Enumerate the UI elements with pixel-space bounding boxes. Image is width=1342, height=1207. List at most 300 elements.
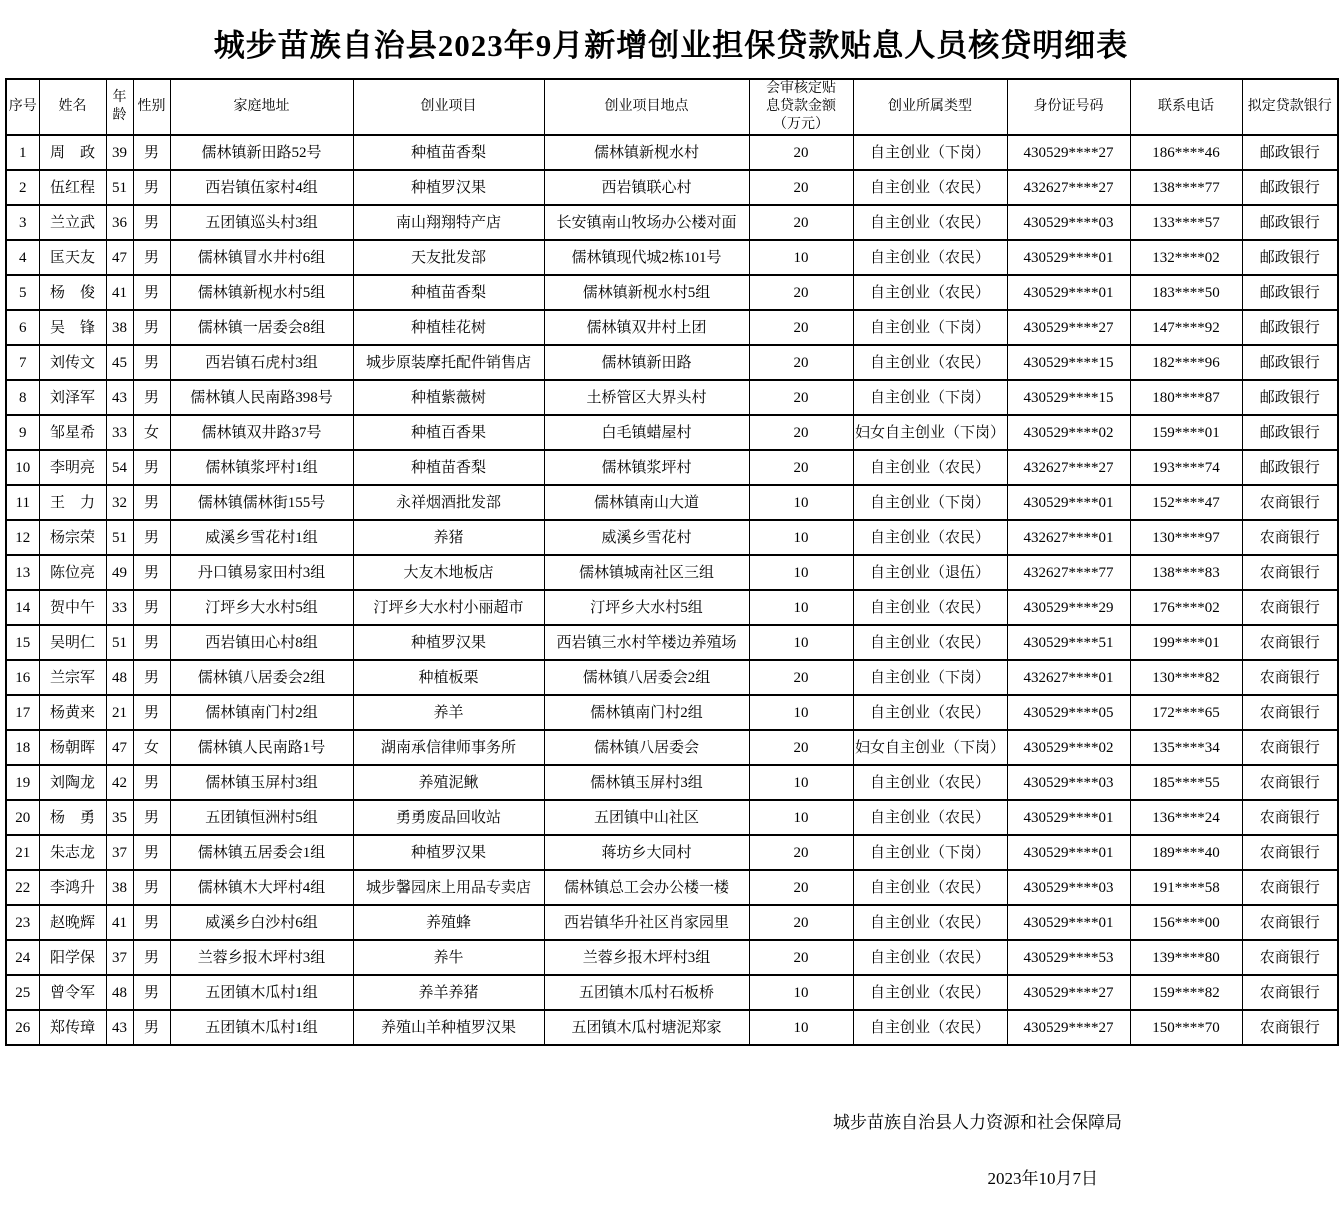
cell-phone: 182****96 xyxy=(1130,345,1242,380)
cell-phone: 139****80 xyxy=(1130,940,1242,975)
cell-business-type: 妇女自主创业（下岗） xyxy=(853,415,1007,450)
cell-address: 儒林镇玉屏村3组 xyxy=(170,765,353,800)
cell-gender: 男 xyxy=(133,485,170,520)
cell-age: 33 xyxy=(106,590,133,625)
cell-loan-amount: 20 xyxy=(749,275,853,310)
cell-phone: 191****58 xyxy=(1130,870,1242,905)
cell-phone: 136****24 xyxy=(1130,800,1242,835)
table-row xyxy=(6,975,1338,1010)
cell-name: 兰立武 xyxy=(39,205,106,240)
cell-age: 41 xyxy=(106,905,133,940)
cell-name: 杨 俊 xyxy=(39,275,106,310)
cell-id-number: 430529****01 xyxy=(1007,485,1130,520)
cell-loan-amount: 20 xyxy=(749,135,853,170)
col-header-phone: 联系电话 xyxy=(1130,79,1242,135)
cell-index: 23 xyxy=(6,905,39,940)
col-header-project: 创业项目 xyxy=(353,79,544,135)
cell-address: 儒林镇一居委会8组 xyxy=(170,310,353,345)
table-row xyxy=(6,695,1338,730)
col-header-index: 序号 xyxy=(6,79,39,135)
cell-loan-amount: 20 xyxy=(749,870,853,905)
cell-project-location: 儒林镇南门村2组 xyxy=(544,695,749,730)
cell-gender: 男 xyxy=(133,870,170,905)
cell-project: 天友批发部 xyxy=(353,240,544,275)
cell-project: 种植罗汉果 xyxy=(353,625,544,660)
cell-id-number: 430529****15 xyxy=(1007,380,1130,415)
cell-age: 47 xyxy=(106,240,133,275)
cell-gender: 男 xyxy=(133,380,170,415)
cell-id-number: 430529****02 xyxy=(1007,730,1130,765)
cell-business-type: 自主创业（农民） xyxy=(853,520,1007,555)
cell-name: 周 政 xyxy=(39,135,106,170)
cell-business-type: 自主创业（农民） xyxy=(853,940,1007,975)
table-row xyxy=(6,940,1338,975)
cell-project-location: 西岩镇华升社区肖家园里 xyxy=(544,905,749,940)
cell-age: 41 xyxy=(106,275,133,310)
cell-phone: 159****01 xyxy=(1130,415,1242,450)
cell-bank: 农商银行 xyxy=(1242,765,1338,800)
cell-bank: 邮政银行 xyxy=(1242,275,1338,310)
cell-phone: 138****77 xyxy=(1130,170,1242,205)
cell-gender: 男 xyxy=(133,835,170,870)
cell-phone: 159****82 xyxy=(1130,975,1242,1010)
cell-phone: 130****82 xyxy=(1130,660,1242,695)
cell-gender: 男 xyxy=(133,450,170,485)
cell-index: 12 xyxy=(6,520,39,555)
cell-phone: 130****97 xyxy=(1130,520,1242,555)
table-row xyxy=(6,555,1338,590)
cell-project: 养猪 xyxy=(353,520,544,555)
cell-bank: 农商银行 xyxy=(1242,800,1338,835)
cell-address: 五团镇木瓜村1组 xyxy=(170,1010,353,1045)
cell-address: 五团镇巡头村3组 xyxy=(170,205,353,240)
cell-bank: 农商银行 xyxy=(1242,695,1338,730)
cell-age: 37 xyxy=(106,835,133,870)
cell-age: 48 xyxy=(106,660,133,695)
cell-index: 24 xyxy=(6,940,39,975)
cell-project: 种植苗香梨 xyxy=(353,135,544,170)
col-header-loan-amount: 会审核定贴息贷款金额（万元） xyxy=(749,79,853,135)
table-row xyxy=(6,170,1338,205)
cell-gender: 男 xyxy=(133,135,170,170)
cell-bank: 农商银行 xyxy=(1242,590,1338,625)
cell-project-location: 儒林镇南山大道 xyxy=(544,485,749,520)
cell-project: 汀坪乡大水村小丽超市 xyxy=(353,590,544,625)
cell-loan-amount: 20 xyxy=(749,205,853,240)
col-header-bank: 拟定贷款银行 xyxy=(1242,79,1338,135)
cell-name: 赵晚辉 xyxy=(39,905,106,940)
loan-detail-table xyxy=(5,78,1339,1046)
cell-index: 5 xyxy=(6,275,39,310)
cell-id-number: 430529****01 xyxy=(1007,800,1130,835)
table-row xyxy=(6,590,1338,625)
cell-loan-amount: 20 xyxy=(749,450,853,485)
cell-age: 39 xyxy=(106,135,133,170)
cell-project-location: 兰蓉乡报木坪村3组 xyxy=(544,940,749,975)
cell-bank: 邮政银行 xyxy=(1242,310,1338,345)
cell-loan-amount: 10 xyxy=(749,625,853,660)
cell-address: 丹口镇易家田村3组 xyxy=(170,555,353,590)
cell-loan-amount: 20 xyxy=(749,310,853,345)
cell-loan-amount: 10 xyxy=(749,555,853,590)
table-row xyxy=(6,870,1338,905)
cell-name: 阳学保 xyxy=(39,940,106,975)
cell-index: 25 xyxy=(6,975,39,1010)
cell-loan-amount: 10 xyxy=(749,800,853,835)
table-row xyxy=(6,800,1338,835)
cell-name: 朱志龙 xyxy=(39,835,106,870)
cell-gender: 男 xyxy=(133,695,170,730)
cell-age: 43 xyxy=(106,1010,133,1045)
cell-id-number: 430529****01 xyxy=(1007,835,1130,870)
footer xyxy=(0,1110,1342,1192)
cell-gender: 男 xyxy=(133,905,170,940)
table-row xyxy=(6,520,1338,555)
cell-name: 刘传文 xyxy=(39,345,106,380)
cell-project-location: 儒林镇总工会办公楼一楼 xyxy=(544,870,749,905)
cell-phone: 183****50 xyxy=(1130,275,1242,310)
cell-business-type: 自主创业（农民） xyxy=(853,765,1007,800)
cell-gender: 男 xyxy=(133,275,170,310)
cell-address: 儒林镇人民南路398号 xyxy=(170,380,353,415)
cell-id-number: 430529****03 xyxy=(1007,765,1130,800)
cell-id-number: 430529****03 xyxy=(1007,870,1130,905)
cell-phone: 185****55 xyxy=(1130,765,1242,800)
cell-index: 11 xyxy=(6,485,39,520)
cell-project-location: 儒林镇八居委会 xyxy=(544,730,749,765)
cell-address: 儒林镇五居委会1组 xyxy=(170,835,353,870)
cell-project: 养殖蜂 xyxy=(353,905,544,940)
table-row xyxy=(6,205,1338,240)
cell-name: 伍红程 xyxy=(39,170,106,205)
cell-phone: 147****92 xyxy=(1130,310,1242,345)
cell-loan-amount: 10 xyxy=(749,590,853,625)
cell-bank: 农商银行 xyxy=(1242,625,1338,660)
cell-business-type: 自主创业（农民） xyxy=(853,1010,1007,1045)
cell-gender: 男 xyxy=(133,765,170,800)
cell-bank: 农商银行 xyxy=(1242,940,1338,975)
table-header-row xyxy=(6,79,1338,135)
cell-project: 城步馨园床上用品专卖店 xyxy=(353,870,544,905)
cell-loan-amount: 10 xyxy=(749,520,853,555)
cell-name: 吴明仁 xyxy=(39,625,106,660)
cell-phone: 189****40 xyxy=(1130,835,1242,870)
table-row xyxy=(6,765,1338,800)
cell-bank: 邮政银行 xyxy=(1242,170,1338,205)
cell-project: 南山翔翔特产店 xyxy=(353,205,544,240)
cell-project: 种植板栗 xyxy=(353,660,544,695)
cell-index: 3 xyxy=(6,205,39,240)
cell-name: 刘泽军 xyxy=(39,380,106,415)
cell-business-type: 自主创业（农民） xyxy=(853,275,1007,310)
page-title: 城步苗族自治县2023年9月新增创业担保贷款贴息人员核贷明细表 xyxy=(213,28,1129,63)
cell-age: 35 xyxy=(106,800,133,835)
cell-id-number: 430529****01 xyxy=(1007,275,1130,310)
cell-name: 郑传璋 xyxy=(39,1010,106,1045)
cell-bank: 农商银行 xyxy=(1242,1010,1338,1045)
cell-gender: 男 xyxy=(133,240,170,275)
cell-business-type: 自主创业（农民） xyxy=(853,905,1007,940)
cell-project-location: 西岩镇三水村竿楼边养殖场 xyxy=(544,625,749,660)
cell-project: 养殖泥鳅 xyxy=(353,765,544,800)
cell-project: 种植百香果 xyxy=(353,415,544,450)
cell-id-number: 430529****05 xyxy=(1007,695,1130,730)
cell-bank: 邮政银行 xyxy=(1242,240,1338,275)
cell-project-location: 西岩镇联心村 xyxy=(544,170,749,205)
cell-business-type: 自主创业（农民） xyxy=(853,625,1007,660)
cell-business-type: 自主创业（农民） xyxy=(853,695,1007,730)
cell-bank: 农商银行 xyxy=(1242,905,1338,940)
cell-index: 10 xyxy=(6,450,39,485)
cell-project-location: 儒林镇浆坪村 xyxy=(544,450,749,485)
cell-address: 儒林镇八居委会2组 xyxy=(170,660,353,695)
cell-age: 54 xyxy=(106,450,133,485)
cell-project: 种植桂花树 xyxy=(353,310,544,345)
cell-project: 养殖山羊种植罗汉果 xyxy=(353,1010,544,1045)
table-row xyxy=(6,625,1338,660)
cell-phone: 199****01 xyxy=(1130,625,1242,660)
cell-gender: 男 xyxy=(133,345,170,380)
cell-index: 6 xyxy=(6,310,39,345)
col-header-gender: 性别 xyxy=(133,79,170,135)
cell-project: 养牛 xyxy=(353,940,544,975)
cell-business-type: 自主创业（下岗） xyxy=(853,835,1007,870)
col-header-id-number: 身份证号码 xyxy=(1007,79,1130,135)
cell-gender: 男 xyxy=(133,1010,170,1045)
cell-project: 种植苗香梨 xyxy=(353,450,544,485)
cell-project-location: 儒林镇八居委会2组 xyxy=(544,660,749,695)
table-row xyxy=(6,135,1338,170)
cell-name: 匡天友 xyxy=(39,240,106,275)
cell-bank: 农商银行 xyxy=(1242,870,1338,905)
cell-business-type: 自主创业（农民） xyxy=(853,205,1007,240)
cell-age: 21 xyxy=(106,695,133,730)
table-row xyxy=(6,345,1338,380)
col-header-name: 姓名 xyxy=(39,79,106,135)
cell-phone: 172****65 xyxy=(1130,695,1242,730)
cell-gender: 男 xyxy=(133,975,170,1010)
cell-business-type: 妇女自主创业（下岗） xyxy=(853,730,1007,765)
cell-age: 32 xyxy=(106,485,133,520)
cell-address: 西岩镇伍家村4组 xyxy=(170,170,353,205)
cell-id-number: 432627****01 xyxy=(1007,520,1130,555)
cell-project: 种植罗汉果 xyxy=(353,170,544,205)
cell-address: 五团镇木瓜村1组 xyxy=(170,975,353,1010)
table-row xyxy=(6,905,1338,940)
cell-address: 汀坪乡大水村5组 xyxy=(170,590,353,625)
cell-age: 51 xyxy=(106,170,133,205)
cell-index: 17 xyxy=(6,695,39,730)
cell-project-location: 五团镇中山社区 xyxy=(544,800,749,835)
cell-age: 51 xyxy=(106,520,133,555)
cell-bank: 邮政银行 xyxy=(1242,205,1338,240)
cell-index: 15 xyxy=(6,625,39,660)
cell-address: 西岩镇田心村8组 xyxy=(170,625,353,660)
cell-address: 五团镇恒洲村5组 xyxy=(170,800,353,835)
cell-gender: 男 xyxy=(133,310,170,345)
footer-org-name: 城步苗族自治县人力资源和社会保障局 xyxy=(833,1113,1122,1132)
cell-address: 儒林镇新枧水村5组 xyxy=(170,275,353,310)
cell-index: 2 xyxy=(6,170,39,205)
cell-bank: 邮政银行 xyxy=(1242,135,1338,170)
table-row xyxy=(6,380,1338,415)
cell-id-number: 430529****27 xyxy=(1007,135,1130,170)
cell-project: 养羊 xyxy=(353,695,544,730)
cell-project-location: 五团镇木瓜村塘泥郑家 xyxy=(544,1010,749,1045)
cell-loan-amount: 20 xyxy=(749,905,853,940)
cell-loan-amount: 20 xyxy=(749,730,853,765)
cell-business-type: 自主创业（退伍） xyxy=(853,555,1007,590)
cell-phone: 135****34 xyxy=(1130,730,1242,765)
cell-bank: 邮政银行 xyxy=(1242,450,1338,485)
cell-gender: 男 xyxy=(133,555,170,590)
cell-age: 49 xyxy=(106,555,133,590)
table-row xyxy=(6,310,1338,345)
cell-index: 26 xyxy=(6,1010,39,1045)
cell-business-type: 自主创业（农民） xyxy=(853,345,1007,380)
cell-gender: 男 xyxy=(133,625,170,660)
col-header-age: 年龄 xyxy=(106,79,133,135)
cell-loan-amount: 20 xyxy=(749,415,853,450)
cell-name: 邹星希 xyxy=(39,415,106,450)
table-row xyxy=(6,450,1338,485)
cell-project-location: 儒林镇玉屏村3组 xyxy=(544,765,749,800)
cell-project-location: 汀坪乡大水村5组 xyxy=(544,590,749,625)
cell-loan-amount: 20 xyxy=(749,380,853,415)
cell-id-number: 430529****15 xyxy=(1007,345,1130,380)
table-row xyxy=(6,240,1338,275)
cell-age: 51 xyxy=(106,625,133,660)
cell-address: 威溪乡白沙村6组 xyxy=(170,905,353,940)
cell-age: 48 xyxy=(106,975,133,1010)
cell-bank: 农商银行 xyxy=(1242,485,1338,520)
cell-bank: 邮政银行 xyxy=(1242,380,1338,415)
table-row xyxy=(6,415,1338,450)
cell-phone: 152****47 xyxy=(1130,485,1242,520)
cell-gender: 男 xyxy=(133,170,170,205)
cell-id-number: 432627****77 xyxy=(1007,555,1130,590)
cell-loan-amount: 10 xyxy=(749,695,853,730)
cell-project-location: 儒林镇现代城2栋101号 xyxy=(544,240,749,275)
cell-id-number: 430529****01 xyxy=(1007,905,1130,940)
cell-loan-amount: 20 xyxy=(749,660,853,695)
cell-project: 大友木地板店 xyxy=(353,555,544,590)
cell-business-type: 自主创业（下岗） xyxy=(853,485,1007,520)
cell-address: 儒林镇儒林街155号 xyxy=(170,485,353,520)
cell-name: 贺中午 xyxy=(39,590,106,625)
cell-project-location: 五团镇木瓜村石板桥 xyxy=(544,975,749,1010)
cell-name: 王 力 xyxy=(39,485,106,520)
cell-phone: 176****02 xyxy=(1130,590,1242,625)
cell-business-type: 自主创业（下岗） xyxy=(853,135,1007,170)
cell-name: 杨宗荣 xyxy=(39,520,106,555)
cell-bank: 农商银行 xyxy=(1242,835,1338,870)
cell-id-number: 430529****03 xyxy=(1007,205,1130,240)
cell-project: 勇勇废品回收站 xyxy=(353,800,544,835)
cell-loan-amount: 10 xyxy=(749,1010,853,1045)
cell-id-number: 432627****27 xyxy=(1007,170,1130,205)
cell-business-type: 自主创业（农民） xyxy=(853,870,1007,905)
cell-id-number: 432627****27 xyxy=(1007,450,1130,485)
cell-loan-amount: 10 xyxy=(749,240,853,275)
cell-index: 7 xyxy=(6,345,39,380)
cell-project-location: 蒋坊乡大同村 xyxy=(544,835,749,870)
cell-name: 吴 锋 xyxy=(39,310,106,345)
cell-id-number: 430529****01 xyxy=(1007,240,1130,275)
cell-gender: 女 xyxy=(133,730,170,765)
cell-id-number: 430529****29 xyxy=(1007,590,1130,625)
cell-age: 45 xyxy=(106,345,133,380)
cell-gender: 女 xyxy=(133,415,170,450)
cell-project-location: 儒林镇城南社区三组 xyxy=(544,555,749,590)
cell-phone: 150****70 xyxy=(1130,1010,1242,1045)
cell-loan-amount: 20 xyxy=(749,345,853,380)
cell-index: 20 xyxy=(6,800,39,835)
cell-bank: 农商银行 xyxy=(1242,975,1338,1010)
cell-phone: 180****87 xyxy=(1130,380,1242,415)
cell-index: 21 xyxy=(6,835,39,870)
cell-project: 种植苗香梨 xyxy=(353,275,544,310)
cell-index: 18 xyxy=(6,730,39,765)
cell-bank: 邮政银行 xyxy=(1242,345,1338,380)
cell-project-location: 儒林镇新田路 xyxy=(544,345,749,380)
cell-phone: 193****74 xyxy=(1130,450,1242,485)
cell-address: 儒林镇双井路37号 xyxy=(170,415,353,450)
cell-gender: 男 xyxy=(133,660,170,695)
cell-index: 9 xyxy=(6,415,39,450)
cell-id-number: 430529****51 xyxy=(1007,625,1130,660)
cell-gender: 男 xyxy=(133,205,170,240)
cell-business-type: 自主创业（农民） xyxy=(853,800,1007,835)
table-row xyxy=(6,835,1338,870)
cell-id-number: 430529****53 xyxy=(1007,940,1130,975)
cell-project: 养羊养猪 xyxy=(353,975,544,1010)
cell-index: 16 xyxy=(6,660,39,695)
table-row xyxy=(6,485,1338,520)
cell-name: 杨朝晖 xyxy=(39,730,106,765)
footer-date: 2023年10月7日 xyxy=(987,1169,1098,1188)
cell-project: 永祥烟酒批发部 xyxy=(353,485,544,520)
cell-index: 19 xyxy=(6,765,39,800)
cell-age: 38 xyxy=(106,310,133,345)
cell-name: 杨 勇 xyxy=(39,800,106,835)
table-row xyxy=(6,1010,1338,1045)
cell-address: 儒林镇人民南路1号 xyxy=(170,730,353,765)
col-header-address: 家庭地址 xyxy=(170,79,353,135)
cell-gender: 男 xyxy=(133,590,170,625)
cell-age: 43 xyxy=(106,380,133,415)
cell-business-type: 自主创业（农民） xyxy=(853,450,1007,485)
cell-index: 8 xyxy=(6,380,39,415)
cell-age: 33 xyxy=(106,415,133,450)
cell-project-location: 威溪乡雪花村 xyxy=(544,520,749,555)
cell-index: 1 xyxy=(6,135,39,170)
cell-name: 李鸿升 xyxy=(39,870,106,905)
cell-index: 13 xyxy=(6,555,39,590)
cell-phone: 132****02 xyxy=(1130,240,1242,275)
col-header-business-type: 创业所属类型 xyxy=(853,79,1007,135)
cell-name: 杨黄来 xyxy=(39,695,106,730)
cell-loan-amount: 20 xyxy=(749,170,853,205)
cell-address: 儒林镇浆坪村1组 xyxy=(170,450,353,485)
cell-business-type: 自主创业（农民） xyxy=(853,975,1007,1010)
cell-loan-amount: 10 xyxy=(749,765,853,800)
cell-project: 种植罗汉果 xyxy=(353,835,544,870)
cell-address: 兰蓉乡报木坪村3组 xyxy=(170,940,353,975)
cell-project-location: 儒林镇新枧水村 xyxy=(544,135,749,170)
cell-business-type: 自主创业（农民） xyxy=(853,240,1007,275)
cell-id-number: 430529****27 xyxy=(1007,975,1130,1010)
